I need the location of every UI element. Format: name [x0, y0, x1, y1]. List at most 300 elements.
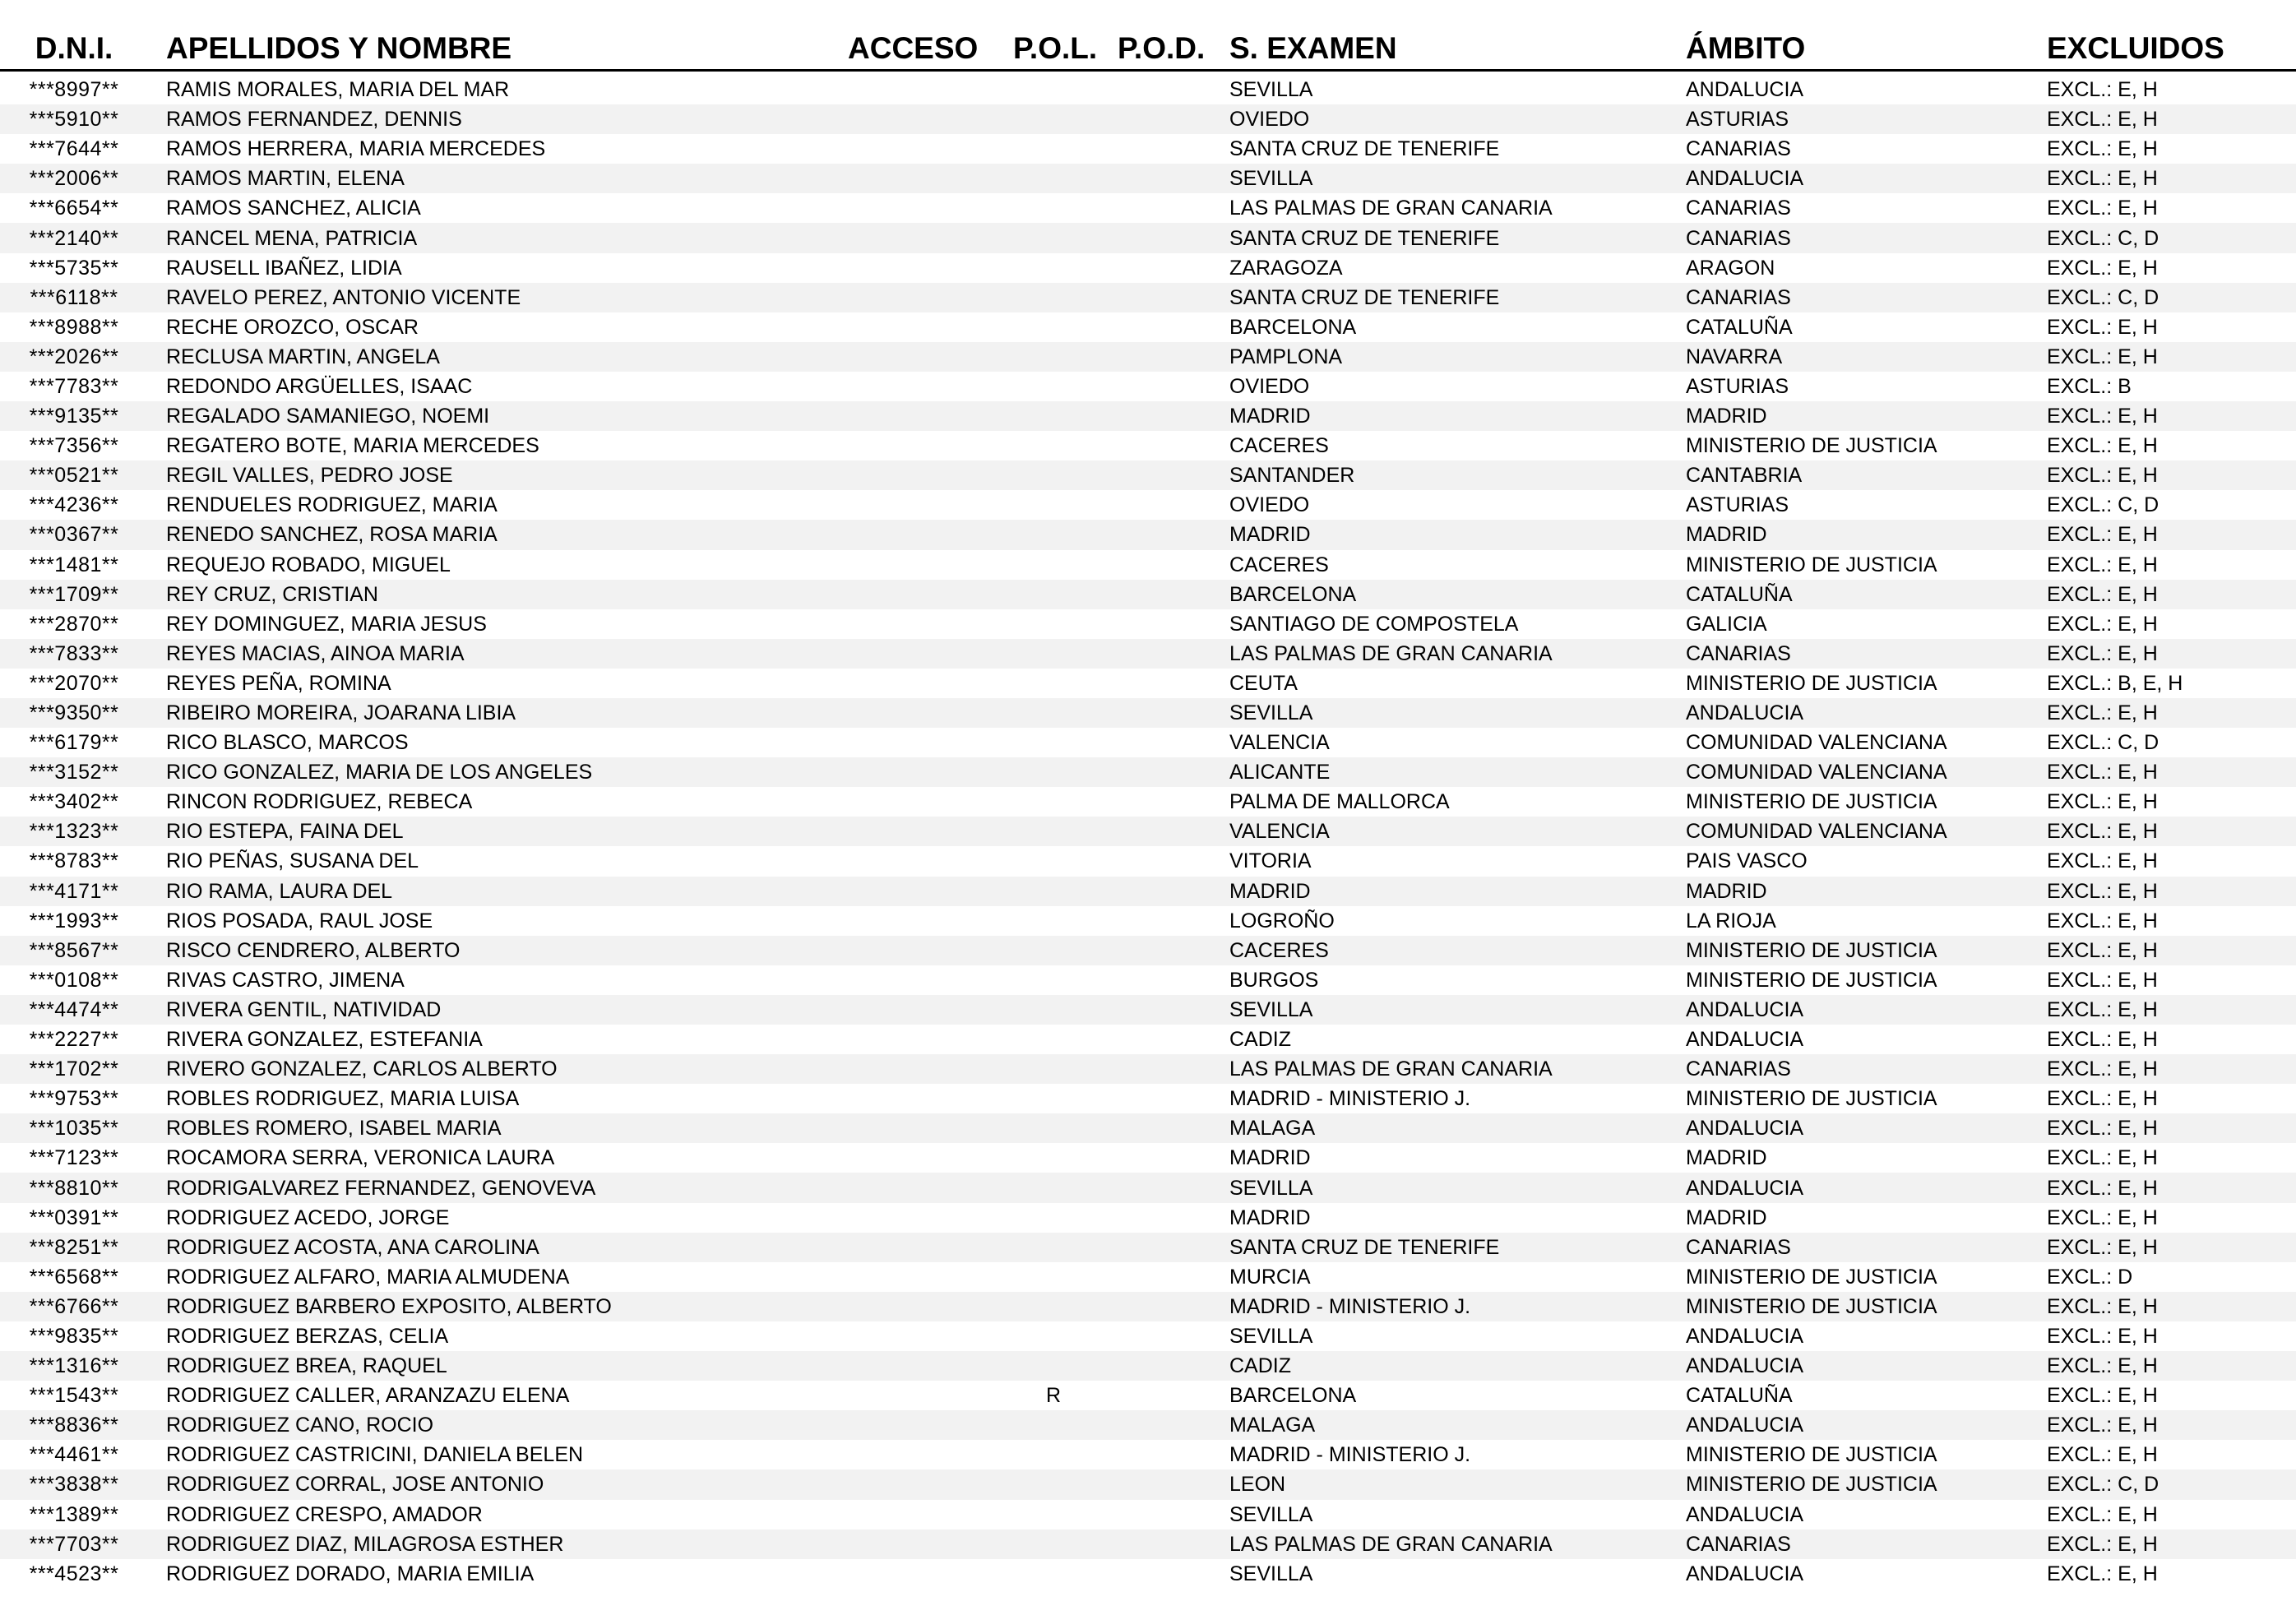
cell-ambito: CANARIAS — [1686, 223, 2047, 252]
cell-acceso — [848, 1025, 996, 1054]
cell-ambito: ANDALUCIA — [1686, 1173, 2047, 1202]
table-row — [0, 580, 2296, 609]
cell-excluidos: EXCL.: E, H — [2047, 877, 2296, 906]
table-row — [0, 104, 2296, 134]
cell-name: RIVERA GONZALEZ, ESTEFANIA — [148, 1025, 848, 1054]
cell-pol — [996, 1233, 1111, 1262]
cell-name: RAMOS FERNANDEZ, DENNIS — [148, 104, 848, 134]
cell-excluidos: EXCL.: E, H — [2047, 1351, 2296, 1381]
header-row — [0, 18, 2296, 71]
cell-acceso — [848, 460, 996, 490]
cell-ambito: MINISTERIO DE JUSTICIA — [1686, 1084, 2047, 1113]
cell-ambito: MINISTERIO DE JUSTICIA — [1686, 1262, 2047, 1292]
cell-name: RODRIGUEZ BERZAS, CELIA — [148, 1321, 848, 1351]
table-row — [0, 1025, 2296, 1054]
cell-ambito: ASTURIAS — [1686, 104, 2047, 134]
cell-acceso — [848, 372, 996, 401]
cell-dni: ***3402** — [0, 787, 148, 817]
cell-pod — [1111, 283, 1229, 312]
header-excluidos: EXCLUIDOS — [2047, 18, 2296, 71]
cell-sede-examen: MADRID — [1229, 401, 1686, 431]
cell-name: RODRIGUEZ BARBERO EXPOSITO, ALBERTO — [148, 1292, 848, 1321]
cell-sede-examen: MADRID — [1229, 1203, 1686, 1233]
cell-pol — [996, 609, 1111, 639]
cell-excluidos: EXCL.: E, H — [2047, 757, 2296, 787]
cell-pod — [1111, 1321, 1229, 1351]
cell-sede-examen: MADRID - MINISTERIO J. — [1229, 1292, 1686, 1321]
cell-name: RODRIGUEZ CASTRICINI, DANIELA BELEN — [148, 1440, 848, 1469]
cell-name: REY CRUZ, CRISTIAN — [148, 580, 848, 609]
table-row — [0, 1292, 2296, 1321]
cell-dni: ***7833** — [0, 639, 148, 669]
table-row — [0, 877, 2296, 906]
cell-pol — [996, 134, 1111, 164]
cell-pol — [996, 520, 1111, 549]
cell-pol — [996, 193, 1111, 223]
cell-sede-examen: SANTA CRUZ DE TENERIFE — [1229, 283, 1686, 312]
cell-excluidos: EXCL.: E, H — [2047, 104, 2296, 134]
cell-dni: ***1035** — [0, 1113, 148, 1143]
cell-name: RIOS POSADA, RAUL JOSE — [148, 906, 848, 936]
cell-name: RODRIGUEZ CANO, ROCIO — [148, 1410, 848, 1440]
cell-excluidos: EXCL.: E, H — [2047, 550, 2296, 580]
cell-name: RAUSELL IBAÑEZ, LIDIA — [148, 253, 848, 283]
table-row — [0, 253, 2296, 283]
cell-dni: ***0391** — [0, 1203, 148, 1233]
cell-name: RISCO CENDRERO, ALBERTO — [148, 936, 848, 965]
cell-excluidos: EXCL.: E, H — [2047, 1173, 2296, 1202]
cell-pol — [996, 223, 1111, 252]
cell-sede-examen: BURGOS — [1229, 965, 1686, 995]
cell-pod — [1111, 104, 1229, 134]
cell-ambito: MINISTERIO DE JUSTICIA — [1686, 965, 2047, 995]
cell-acceso — [848, 580, 996, 609]
cell-pol — [996, 965, 1111, 995]
cell-ambito: ASTURIAS — [1686, 372, 2047, 401]
cell-ambito: ANDALUCIA — [1686, 1025, 2047, 1054]
cell-ambito: MINISTERIO DE JUSTICIA — [1686, 550, 2047, 580]
table-row — [0, 490, 2296, 520]
cell-name: RODRIGALVAREZ FERNANDEZ, GENOVEVA — [148, 1173, 848, 1202]
cell-sede-examen: CACERES — [1229, 936, 1686, 965]
cell-acceso — [848, 1321, 996, 1351]
cell-dni: ***8783** — [0, 846, 148, 876]
cell-ambito: ANDALUCIA — [1686, 1321, 2047, 1351]
cell-name: REDONDO ARGÜELLES, ISAAC — [148, 372, 848, 401]
cell-excluidos: EXCL.: E, H — [2047, 817, 2296, 846]
cell-dni: ***4474** — [0, 995, 148, 1025]
cell-ambito: CANARIAS — [1686, 1233, 2047, 1262]
cell-dni: ***1702** — [0, 1054, 148, 1084]
cell-acceso — [848, 757, 996, 787]
cell-acceso — [848, 1381, 996, 1410]
table-row — [0, 1440, 2296, 1469]
cell-sede-examen: SEVILLA — [1229, 698, 1686, 728]
cell-dni: ***6766** — [0, 1292, 148, 1321]
cell-pod — [1111, 698, 1229, 728]
cell-pol — [996, 460, 1111, 490]
table-row — [0, 757, 2296, 787]
cell-sede-examen: SEVILLA — [1229, 71, 1686, 105]
cell-ambito: MINISTERIO DE JUSTICIA — [1686, 936, 2047, 965]
table-row — [0, 71, 2296, 105]
cell-sede-examen: SANTIAGO DE COMPOSTELA — [1229, 609, 1686, 639]
cell-acceso — [848, 1233, 996, 1262]
cell-name: RAMOS SANCHEZ, ALICIA — [148, 193, 848, 223]
cell-acceso — [848, 253, 996, 283]
cell-dni: ***0108** — [0, 965, 148, 995]
cell-name: RODRIGUEZ ACOSTA, ANA CAROLINA — [148, 1233, 848, 1262]
cell-excluidos: EXCL.: C, D — [2047, 1469, 2296, 1499]
cell-excluidos: EXCL.: E, H — [2047, 1084, 2296, 1113]
cell-sede-examen: LEON — [1229, 1469, 1686, 1499]
table-row — [0, 1233, 2296, 1262]
cell-excluidos: EXCL.: E, H — [2047, 460, 2296, 490]
cell-pod — [1111, 342, 1229, 372]
cell-acceso — [848, 1113, 996, 1143]
table-row — [0, 342, 2296, 372]
cell-acceso — [848, 401, 996, 431]
table-row — [0, 460, 2296, 490]
cell-excluidos: EXCL.: E, H — [2047, 1559, 2296, 1589]
cell-name: REYES MACIAS, AINOA MARIA — [148, 639, 848, 669]
cell-excluidos: EXCL.: E, H — [2047, 134, 2296, 164]
cell-dni: ***2026** — [0, 342, 148, 372]
cell-pod — [1111, 312, 1229, 342]
cell-name: REYES PEÑA, ROMINA — [148, 669, 848, 698]
cell-sede-examen: VITORIA — [1229, 846, 1686, 876]
cell-name: RODRIGUEZ DORADO, MARIA EMILIA — [148, 1559, 848, 1589]
table-row — [0, 431, 2296, 460]
cell-ambito: ARAGON — [1686, 253, 2047, 283]
cell-excluidos: EXCL.: E, H — [2047, 698, 2296, 728]
cell-pol — [996, 1025, 1111, 1054]
cell-ambito: CATALUÑA — [1686, 312, 2047, 342]
cell-name: RANCEL MENA, PATRICIA — [148, 223, 848, 252]
cell-pod — [1111, 817, 1229, 846]
cell-acceso — [848, 134, 996, 164]
cell-pod — [1111, 1351, 1229, 1381]
cell-pod — [1111, 520, 1229, 549]
cell-acceso — [848, 342, 996, 372]
table-row — [0, 193, 2296, 223]
table-row — [0, 995, 2296, 1025]
cell-pol — [996, 1410, 1111, 1440]
cell-pol — [996, 1143, 1111, 1173]
cell-ambito: MINISTERIO DE JUSTICIA — [1686, 787, 2047, 817]
table-row — [0, 401, 2296, 431]
cell-name: RAMOS HERRERA, MARIA MERCEDES — [148, 134, 848, 164]
table-row — [0, 1173, 2296, 1202]
table-row — [0, 520, 2296, 549]
cell-excluidos: EXCL.: E, H — [2047, 1321, 2296, 1351]
cell-pol — [996, 1262, 1111, 1292]
cell-excluidos: EXCL.: E, H — [2047, 787, 2296, 817]
cell-sede-examen: SANTA CRUZ DE TENERIFE — [1229, 1233, 1686, 1262]
excluded-candidates-table — [0, 18, 2296, 1589]
cell-pod — [1111, 906, 1229, 936]
cell-ambito: COMUNIDAD VALENCIANA — [1686, 728, 2047, 757]
header-acceso: ACCESO — [848, 18, 996, 71]
table-row — [0, 1410, 2296, 1440]
cell-pod — [1111, 609, 1229, 639]
cell-dni: ***2870** — [0, 609, 148, 639]
table-row — [0, 817, 2296, 846]
cell-ambito: MINISTERIO DE JUSTICIA — [1686, 431, 2047, 460]
cell-ambito: CANARIAS — [1686, 193, 2047, 223]
cell-pol — [996, 550, 1111, 580]
cell-excluidos: EXCL.: C, D — [2047, 490, 2296, 520]
cell-name: ROBLES RODRIGUEZ, MARIA LUISA — [148, 1084, 848, 1113]
cell-name: RODRIGUEZ CORRAL, JOSE ANTONIO — [148, 1469, 848, 1499]
cell-pol — [996, 757, 1111, 787]
cell-acceso — [848, 1440, 996, 1469]
cell-name: RAMIS MORALES, MARIA DEL MAR — [148, 71, 848, 105]
header-pol: P.O.L. — [996, 18, 1111, 71]
cell-pod — [1111, 1173, 1229, 1202]
cell-pod — [1111, 787, 1229, 817]
cell-name: ROCAMORA SERRA, VERONICA LAURA — [148, 1143, 848, 1173]
cell-pod — [1111, 580, 1229, 609]
table-row — [0, 1559, 2296, 1589]
cell-pod — [1111, 1292, 1229, 1321]
cell-acceso — [848, 1351, 996, 1381]
table-row — [0, 1321, 2296, 1351]
cell-pod — [1111, 490, 1229, 520]
cell-acceso — [848, 490, 996, 520]
cell-pol — [996, 846, 1111, 876]
cell-name: RECHE OROZCO, OSCAR — [148, 312, 848, 342]
cell-dni: ***8251** — [0, 1233, 148, 1262]
cell-acceso — [848, 995, 996, 1025]
cell-ambito: MINISTERIO DE JUSTICIA — [1686, 669, 2047, 698]
table-row — [0, 312, 2296, 342]
cell-pol — [996, 312, 1111, 342]
cell-sede-examen: CADIZ — [1229, 1351, 1686, 1381]
cell-excluidos: EXCL.: E, H — [2047, 1292, 2296, 1321]
cell-pol — [996, 995, 1111, 1025]
cell-pod — [1111, 1469, 1229, 1499]
cell-acceso — [848, 965, 996, 995]
cell-excluidos: EXCL.: E, H — [2047, 1410, 2296, 1440]
cell-name: RAVELO PEREZ, ANTONIO VICENTE — [148, 283, 848, 312]
cell-dni: ***7703** — [0, 1529, 148, 1559]
cell-pod — [1111, 71, 1229, 105]
cell-acceso — [848, 787, 996, 817]
cell-dni: ***8988** — [0, 312, 148, 342]
cell-pol — [996, 1084, 1111, 1113]
cell-excluidos: EXCL.: E, H — [2047, 1054, 2296, 1084]
cell-ambito: CATALUÑA — [1686, 1381, 2047, 1410]
cell-acceso — [848, 1469, 996, 1499]
cell-sede-examen: BARCELONA — [1229, 1381, 1686, 1410]
cell-pod — [1111, 550, 1229, 580]
cell-pol — [996, 283, 1111, 312]
cell-sede-examen: MADRID — [1229, 1143, 1686, 1173]
cell-pod — [1111, 1559, 1229, 1589]
cell-excluidos: EXCL.: E, H — [2047, 253, 2296, 283]
cell-name: REQUEJO ROBADO, MIGUEL — [148, 550, 848, 580]
cell-pod — [1111, 401, 1229, 431]
cell-ambito: CANARIAS — [1686, 1529, 2047, 1559]
cell-pol — [996, 1321, 1111, 1351]
cell-acceso — [848, 1410, 996, 1440]
table-row — [0, 669, 2296, 698]
cell-dni: ***2006** — [0, 164, 148, 193]
cell-name: REGATERO BOTE, MARIA MERCEDES — [148, 431, 848, 460]
cell-pol — [996, 401, 1111, 431]
cell-ambito: ASTURIAS — [1686, 490, 2047, 520]
cell-pol — [996, 580, 1111, 609]
cell-name: RICO GONZALEZ, MARIA DE LOS ANGELES — [148, 757, 848, 787]
cell-excluidos: EXCL.: E, H — [2047, 1113, 2296, 1143]
cell-sede-examen: CACERES — [1229, 431, 1686, 460]
cell-ambito: MADRID — [1686, 1143, 2047, 1173]
cell-ambito: CANARIAS — [1686, 283, 2047, 312]
cell-name: RIVERO GONZALEZ, CARLOS ALBERTO — [148, 1054, 848, 1084]
cell-acceso — [848, 936, 996, 965]
cell-ambito: ANDALUCIA — [1686, 71, 2047, 105]
cell-sede-examen: SANTA CRUZ DE TENERIFE — [1229, 134, 1686, 164]
cell-dni: ***3838** — [0, 1469, 148, 1499]
cell-pod — [1111, 1084, 1229, 1113]
cell-dni: ***2227** — [0, 1025, 148, 1054]
cell-dni: ***3152** — [0, 757, 148, 787]
header-dni: D.N.I. — [0, 18, 148, 71]
cell-pol — [996, 1203, 1111, 1233]
cell-sede-examen: SEVILLA — [1229, 164, 1686, 193]
cell-excluidos: EXCL.: E, H — [2047, 1500, 2296, 1529]
cell-excluidos: EXCL.: E, H — [2047, 965, 2296, 995]
cell-pod — [1111, 372, 1229, 401]
cell-excluidos: EXCL.: E, H — [2047, 609, 2296, 639]
cell-pod — [1111, 1529, 1229, 1559]
cell-dni: ***6568** — [0, 1262, 148, 1292]
cell-pod — [1111, 1233, 1229, 1262]
cell-acceso — [848, 1084, 996, 1113]
cell-excluidos: EXCL.: E, H — [2047, 1025, 2296, 1054]
table-row — [0, 1500, 2296, 1529]
table-row — [0, 1054, 2296, 1084]
table-row — [0, 550, 2296, 580]
cell-name: RODRIGUEZ ALFARO, MARIA ALMUDENA — [148, 1262, 848, 1292]
cell-pol — [996, 431, 1111, 460]
header-sede-examen: S. EXAMEN — [1229, 18, 1686, 71]
cell-excluidos: EXCL.: E, H — [2047, 401, 2296, 431]
cell-pol — [996, 906, 1111, 936]
table-row — [0, 164, 2296, 193]
cell-sede-examen: LAS PALMAS DE GRAN CANARIA — [1229, 1529, 1686, 1559]
cell-dni: ***1481** — [0, 550, 148, 580]
cell-acceso — [848, 1203, 996, 1233]
cell-dni: ***9753** — [0, 1084, 148, 1113]
cell-excluidos: EXCL.: E, H — [2047, 312, 2296, 342]
cell-pol — [996, 1500, 1111, 1529]
cell-name: RENDUELES RODRIGUEZ, MARIA — [148, 490, 848, 520]
cell-pod — [1111, 1113, 1229, 1143]
cell-sede-examen: SEVILLA — [1229, 1500, 1686, 1529]
cell-ambito: NAVARRA — [1686, 342, 2047, 372]
cell-ambito: LA RIOJA — [1686, 906, 2047, 936]
cell-acceso — [848, 71, 996, 105]
cell-pol — [996, 728, 1111, 757]
cell-name: REGIL VALLES, PEDRO JOSE — [148, 460, 848, 490]
cell-name: RIVERA GENTIL, NATIVIDAD — [148, 995, 848, 1025]
cell-pod — [1111, 1381, 1229, 1410]
cell-acceso — [848, 698, 996, 728]
cell-acceso — [848, 550, 996, 580]
cell-acceso — [848, 104, 996, 134]
table-row — [0, 372, 2296, 401]
cell-pol — [996, 490, 1111, 520]
cell-pod — [1111, 1054, 1229, 1084]
cell-ambito: CANARIAS — [1686, 1054, 2047, 1084]
cell-dni: ***2070** — [0, 669, 148, 698]
cell-pod — [1111, 164, 1229, 193]
cell-ambito: CANTABRIA — [1686, 460, 2047, 490]
cell-pod — [1111, 223, 1229, 252]
table-row — [0, 134, 2296, 164]
cell-ambito: ANDALUCIA — [1686, 164, 2047, 193]
cell-dni: ***7783** — [0, 372, 148, 401]
cell-name: RIVAS CASTRO, JIMENA — [148, 965, 848, 995]
cell-name: RODRIGUEZ CALLER, ARANZAZU ELENA — [148, 1381, 848, 1410]
cell-acceso — [848, 312, 996, 342]
header-ambito: ÁMBITO — [1686, 18, 2047, 71]
cell-sede-examen: SEVILLA — [1229, 1173, 1686, 1202]
cell-ambito: PAIS VASCO — [1686, 846, 2047, 876]
cell-name: RINCON RODRIGUEZ, REBECA — [148, 787, 848, 817]
table-row — [0, 283, 2296, 312]
cell-ambito: COMUNIDAD VALENCIANA — [1686, 757, 2047, 787]
cell-dni: ***4171** — [0, 877, 148, 906]
cell-dni: ***8810** — [0, 1173, 148, 1202]
header-pod: P.O.D. — [1111, 18, 1229, 71]
table-row — [0, 223, 2296, 252]
cell-acceso — [848, 1262, 996, 1292]
cell-pod — [1111, 1500, 1229, 1529]
table-row — [0, 1381, 2296, 1410]
table-row — [0, 1469, 2296, 1499]
cell-pod — [1111, 757, 1229, 787]
cell-pol — [996, 1351, 1111, 1381]
cell-ambito: COMUNIDAD VALENCIANA — [1686, 817, 2047, 846]
cell-name: RAMOS MARTIN, ELENA — [148, 164, 848, 193]
cell-excluidos: EXCL.: E, H — [2047, 193, 2296, 223]
cell-acceso — [848, 193, 996, 223]
cell-excluidos: EXCL.: B, E, H — [2047, 669, 2296, 698]
cell-sede-examen: PAMPLONA — [1229, 342, 1686, 372]
table-row — [0, 846, 2296, 876]
cell-pol — [996, 342, 1111, 372]
cell-ambito: MADRID — [1686, 401, 2047, 431]
cell-pol — [996, 639, 1111, 669]
cell-acceso — [848, 1054, 996, 1084]
table-row — [0, 639, 2296, 669]
cell-ambito: GALICIA — [1686, 609, 2047, 639]
cell-ambito: CANARIAS — [1686, 639, 2047, 669]
cell-name: RODRIGUEZ ACEDO, JORGE — [148, 1203, 848, 1233]
cell-dni: ***0521** — [0, 460, 148, 490]
cell-ambito: MADRID — [1686, 520, 2047, 549]
cell-sede-examen: BARCELONA — [1229, 580, 1686, 609]
cell-excluidos: EXCL.: B — [2047, 372, 2296, 401]
cell-pod — [1111, 669, 1229, 698]
cell-pod — [1111, 639, 1229, 669]
cell-pol — [996, 1292, 1111, 1321]
cell-dni: ***0367** — [0, 520, 148, 549]
cell-excluidos: EXCL.: E, H — [2047, 431, 2296, 460]
